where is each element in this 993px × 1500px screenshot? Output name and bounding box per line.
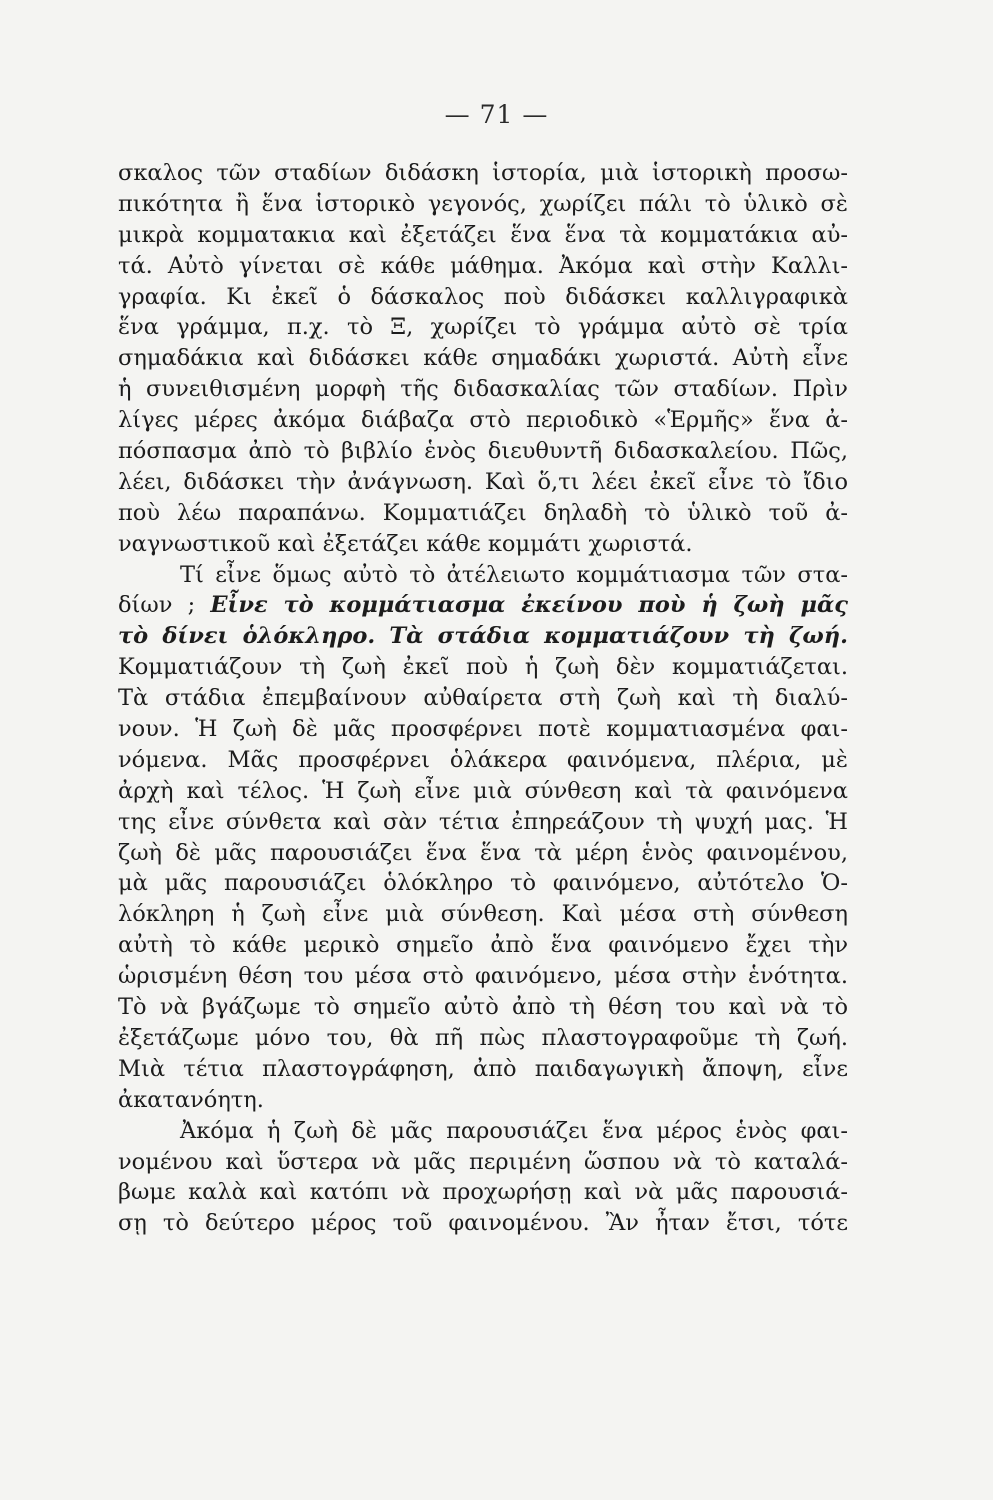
text-line: [118, 992, 848, 1023]
text-segment: πόσπασμα ἀπὸ τὸ βιβλίο ἑνὸς διευθυντῆ διδασκαλείου. Πῶς,: [118, 438, 848, 465]
text-line: [118, 251, 848, 282]
text-line: [118, 220, 848, 251]
text-segment: Ἀκόμα ἡ ζωὴ δὲ μᾶς παρουσιάζει ἕνα μέρος ἑνὸς φαι-: [180, 1117, 848, 1144]
text-segment: Τί εἶνε ὅμως αὐτὸ τὸ ἀτέλειωτο κομμάτιασμα τῶν στα-: [180, 561, 848, 588]
text-segment: σκαλος τῶν σταδίων διδάσκη ἱστορία, μιὰ ἱστορικὴ προσω-: [118, 160, 848, 186]
text-line: [118, 1023, 848, 1054]
text-line: [118, 621, 848, 652]
text-line: [118, 1147, 848, 1178]
text-segment: αὐτὴ τὸ κάθε μερικὸ σημεῖο ἀπὸ ἕνα φαινόμενο ἔχει τὴν: [118, 932, 848, 959]
text-line: [118, 714, 848, 745]
text-line: [118, 961, 848, 992]
text-segment: νουν. Ἡ ζωὴ δὲ μᾶς προσφέρνει ποτὲ κομματιασμένα φαι-: [118, 716, 848, 743]
text-segment: λόκληρη ἡ ζωὴ εἶνε μιὰ σύνθεση. Καὶ μέσα στὴ σύνθεση: [118, 901, 848, 928]
text-segment: ναγνωστικοῦ καὶ ἐξετάζει κάθε κομμάτι χωριστά.: [118, 530, 693, 557]
body-text: [118, 158, 848, 1239]
text-line: [118, 1054, 848, 1085]
text-segment: ζωὴ δὲ μᾶς παρουσιάζει ἕνα ἕνα τὰ μέρη ἑνὸς φαινομένου,: [118, 839, 848, 866]
text-segment: ἡ συνειθισμένη μορφὴ τῆς διδασκαλίας τῶν σταδίων. Πρὶν: [118, 376, 848, 403]
text-segment: Τὰ στάδια ἐπεμβαίνουν αὐθαίρετα στὴ ζωὴ καὶ τὴ διαλύ-: [118, 685, 848, 712]
text-segment: λίγες μέρες ἀκόμα διάβαζα στὸ περιοδικὸ «Ἑρμῆς» ἕνα ἀ-: [118, 407, 848, 434]
emphasized-text: Εἶνε τὸ κομμάτιασμα ἐκείνου ποὺ ἡ ζωὴ μᾶς: [210, 592, 848, 619]
text-line: [118, 776, 848, 807]
text-segment: ποὺ λέω παραπάνω. Κομματιάζει δηλαδὴ τὸ ὑλικὸ τοῦ ἀ-: [118, 499, 848, 526]
text-segment: ἐξετάζωμε μόνο του, θὰ πῆ πὼς πλαστογραφοῦμε τὴ ζωή.: [118, 1024, 848, 1051]
text-segment: γραφία. Κι ἐκεῖ ὁ δάσκαλος ποὺ διδάσκει καλλιγραφικὰ: [118, 283, 848, 310]
text-line: [118, 560, 848, 591]
text-line: [118, 652, 848, 683]
text-segment: ἀρχὴ καὶ τέλος. Ἡ ζωὴ εἶνε μιὰ σύνθεση καὶ τὰ φαινόμενα: [118, 777, 848, 804]
text-segment: τά. Αὐτὸ γίνεται σὲ κάθε μάθημα. Ἀκόμα καὶ στὴν Καλλι-: [118, 252, 848, 279]
text-line: [118, 1116, 848, 1147]
text-line: [118, 807, 848, 838]
text-segment: ἀκατανόητη.: [118, 1086, 264, 1113]
text-line: [118, 590, 848, 621]
text-line: [118, 1177, 848, 1208]
text-segment: νομένου καὶ ὕστερα νὰ μᾶς περιμένη ὥσπου νὰ τὸ καταλά-: [118, 1148, 848, 1175]
text-segment: Μιὰ τέτια πλαστογράφηση, ἀπὸ παιδαγωγικὴ ἄποψη, εἶνε: [118, 1055, 848, 1082]
text-segment: βωμε καλὰ καὶ κατόπι νὰ προχωρήσῃ καὶ νὰ μᾶς παρουσιά-: [118, 1179, 848, 1206]
text-line: [118, 312, 848, 343]
text-line: [118, 899, 848, 930]
text-line: [118, 436, 848, 467]
emphasized-text: τὸ δίνει ὁλόκληρο. Τὰ στάδια κομματιάζουν τὴ ζωή.: [118, 623, 848, 650]
page-number: — 71 —: [444, 100, 549, 129]
text-line: [118, 529, 848, 560]
text-line: [118, 158, 848, 189]
text-line: [118, 1208, 848, 1239]
text-line: [118, 405, 848, 436]
text-line: [118, 343, 848, 374]
text-line: [118, 868, 848, 899]
text-line: [118, 189, 848, 220]
text-segment: πικότητα ἢ ἕνα ἱστορικὸ γεγονός, χωρίζει πάλι τὸ ὑλικὸ σὲ: [118, 190, 848, 217]
text-segment: Τὸ νὰ βγάζωμε τὸ σημεῖο αὐτὸ ἀπὸ τὴ θέση του καὶ νὰ τὸ: [118, 994, 848, 1021]
text-segment: ὡρισμένη θέση του μέσα στὸ φαινόμενο, μέσα στὴν ἑνότητα.: [118, 963, 848, 990]
text-line: [118, 498, 848, 529]
text-segment: λέει, διδάσκει τὴν ἀνάγνωση. Καὶ ὅ,τι λέει ἐκεῖ εἶνε τὸ ἴδιο: [118, 468, 848, 495]
text-line: [118, 282, 848, 313]
text-line: [118, 745, 848, 776]
text-line: [118, 683, 848, 714]
text-line: [118, 374, 848, 405]
text-segment: μὰ μᾶς παρουσιάζει ὁλόκληρο τὸ φαινόμενο, αὐτότελο Ὁ-: [118, 870, 848, 897]
text-line: [118, 930, 848, 961]
text-segment: μικρὰ κομματακια καὶ ἐξετάζει ἕνα ἕνα τὰ κομματάκια αὐ-: [118, 221, 848, 248]
text-segment: Κομματιάζουν τὴ ζωὴ ἐκεῖ ποὺ ἡ ζωὴ δὲν κομματιάζεται.: [118, 654, 848, 681]
text-segment: νόμενα. Μᾶς προσφέρνει ὁλάκερα φαινόμενα, πλέρια, μὲ: [118, 746, 848, 773]
text-line: [118, 1085, 848, 1116]
text-line: [118, 838, 848, 869]
text-segment: σῃ τὸ δεύτερο μέρος τοῦ φαινομένου. Ἂν ἦταν ἔτσι, τότε: [118, 1210, 848, 1237]
text-line: [118, 467, 848, 498]
text-segment: σημαδάκια καὶ διδάσκει κάθε σημαδάκι χωριστά. Αὐτὴ εἶνε: [118, 345, 848, 372]
text-segment: δίων ;: [118, 592, 211, 619]
text-segment: της εἶνε σύνθετα καὶ σὰν τέτια ἐπηρεάζουν τὴ ψυχή μας. Ἡ: [118, 808, 848, 835]
text-segment: ἕνα γράμμα, π.χ. τὸ Ξ, χωρίζει τὸ γράμμα αὐτὸ σὲ τρία: [118, 314, 848, 341]
